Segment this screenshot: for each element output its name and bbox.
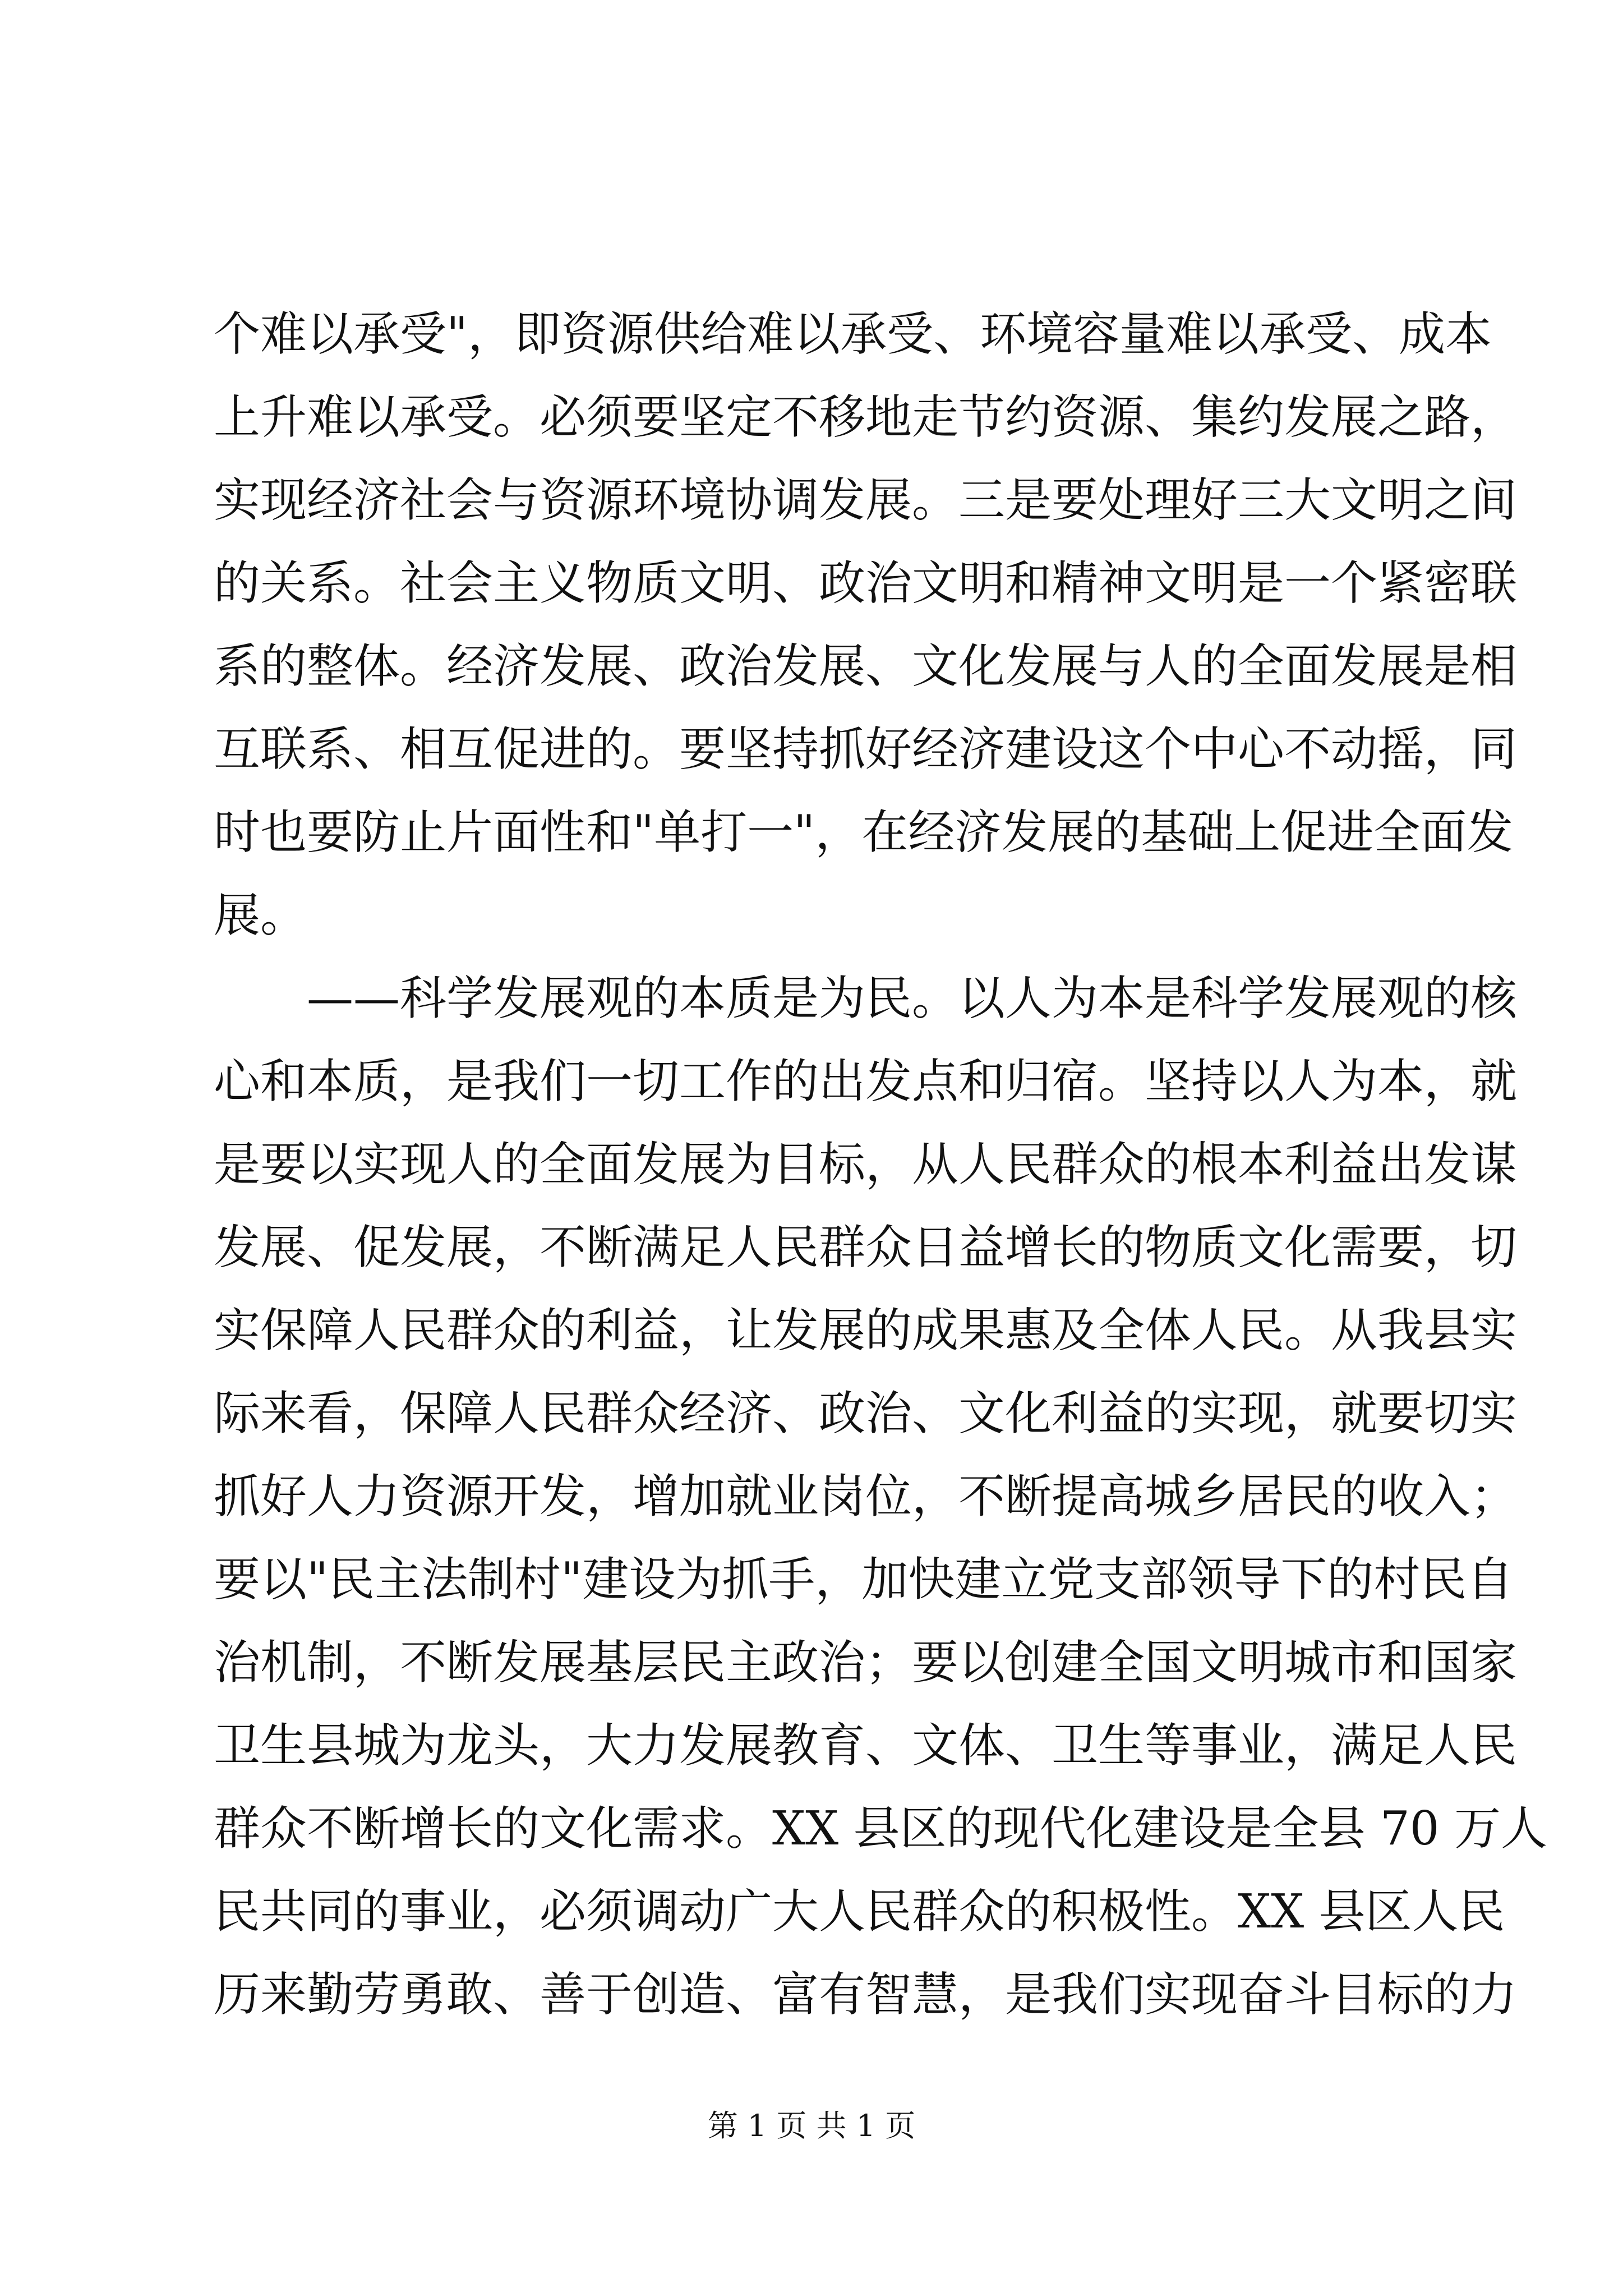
text-line: 要以"民主法制村"建设为抓手，加快建立党支部领导下的村民自 [214,1552,1514,1607]
text-line: 系的整体。经济发展、政治发展、文化发展与人的全面发展是相 [214,639,1517,693]
text-line: 际来看，保障人民群众经济、政治、文化利益的实现，就要切实 [214,1386,1517,1441]
text-line: 实现经济社会与资源环境协调发展。三是要处理好三大文明之间 [214,473,1517,527]
text-line: 展。 [214,888,307,942]
paragraph-first-line: ——科学发展观的本质是为民。以人为本是科学发展观的核 [307,971,1517,1025]
text-line: 实保障人民群众的利益，让发展的成果惠及全体人民。从我县实 [214,1303,1517,1358]
text-line: 时也要防止片面性和"单打一"，在经济发展的基础上促进全面发 [214,805,1514,859]
text-line: 是要以实现人的全面发展为目标，从人民群众的根本利益出发谋 [214,1137,1517,1191]
text-line: 发展、促发展，不断满足人民群众日益增长的物质文化需要，切 [214,1220,1517,1274]
page-number-footer: 第 1 页 共 1 页 [707,2108,916,2143]
text-line: 互联系、相互促进的。要坚持抓好经济建设这个中心不动摇，同 [214,722,1517,776]
text-line: 群众不断增长的文化需求。XX 县区的现代化建设是全县 70 万人 [214,1801,1547,1856]
text-line: 治机制，不断发展基层民主政治；要以创建全国文明城市和国家 [214,1635,1517,1690]
text-line: 抓好人力资源开发，增加就业岗位，不断提高城乡居民的收入； [214,1469,1517,1524]
text-line: 上升难以承受。必须要坚定不移地走节约资源、集约发展之路， [214,390,1517,444]
text-line: 心和本质，是我们一切工作的出发点和归宿。坚持以人为本，就 [214,1054,1517,1108]
text-line: 的关系。社会主义物质文明、政治文明和精神文明是一个紧密联 [214,556,1517,610]
text-line: 历来勤劳勇敢、善于创造、富有智慧，是我们实现奋斗目标的力 [214,1967,1517,2022]
body-text [214,293,1547,2036]
text-line: 卫生县城为龙头，大力发展教育、文体、卫生等事业，满足人民 [214,1718,1517,1773]
text-line: 民共同的事业，必须调动广大人民群众的积极性。XX 县区人民 [214,1884,1505,1939]
text-line: 个难以承受"，即资源供给难以承受、环境容量难以承受、成本 [214,307,1492,361]
